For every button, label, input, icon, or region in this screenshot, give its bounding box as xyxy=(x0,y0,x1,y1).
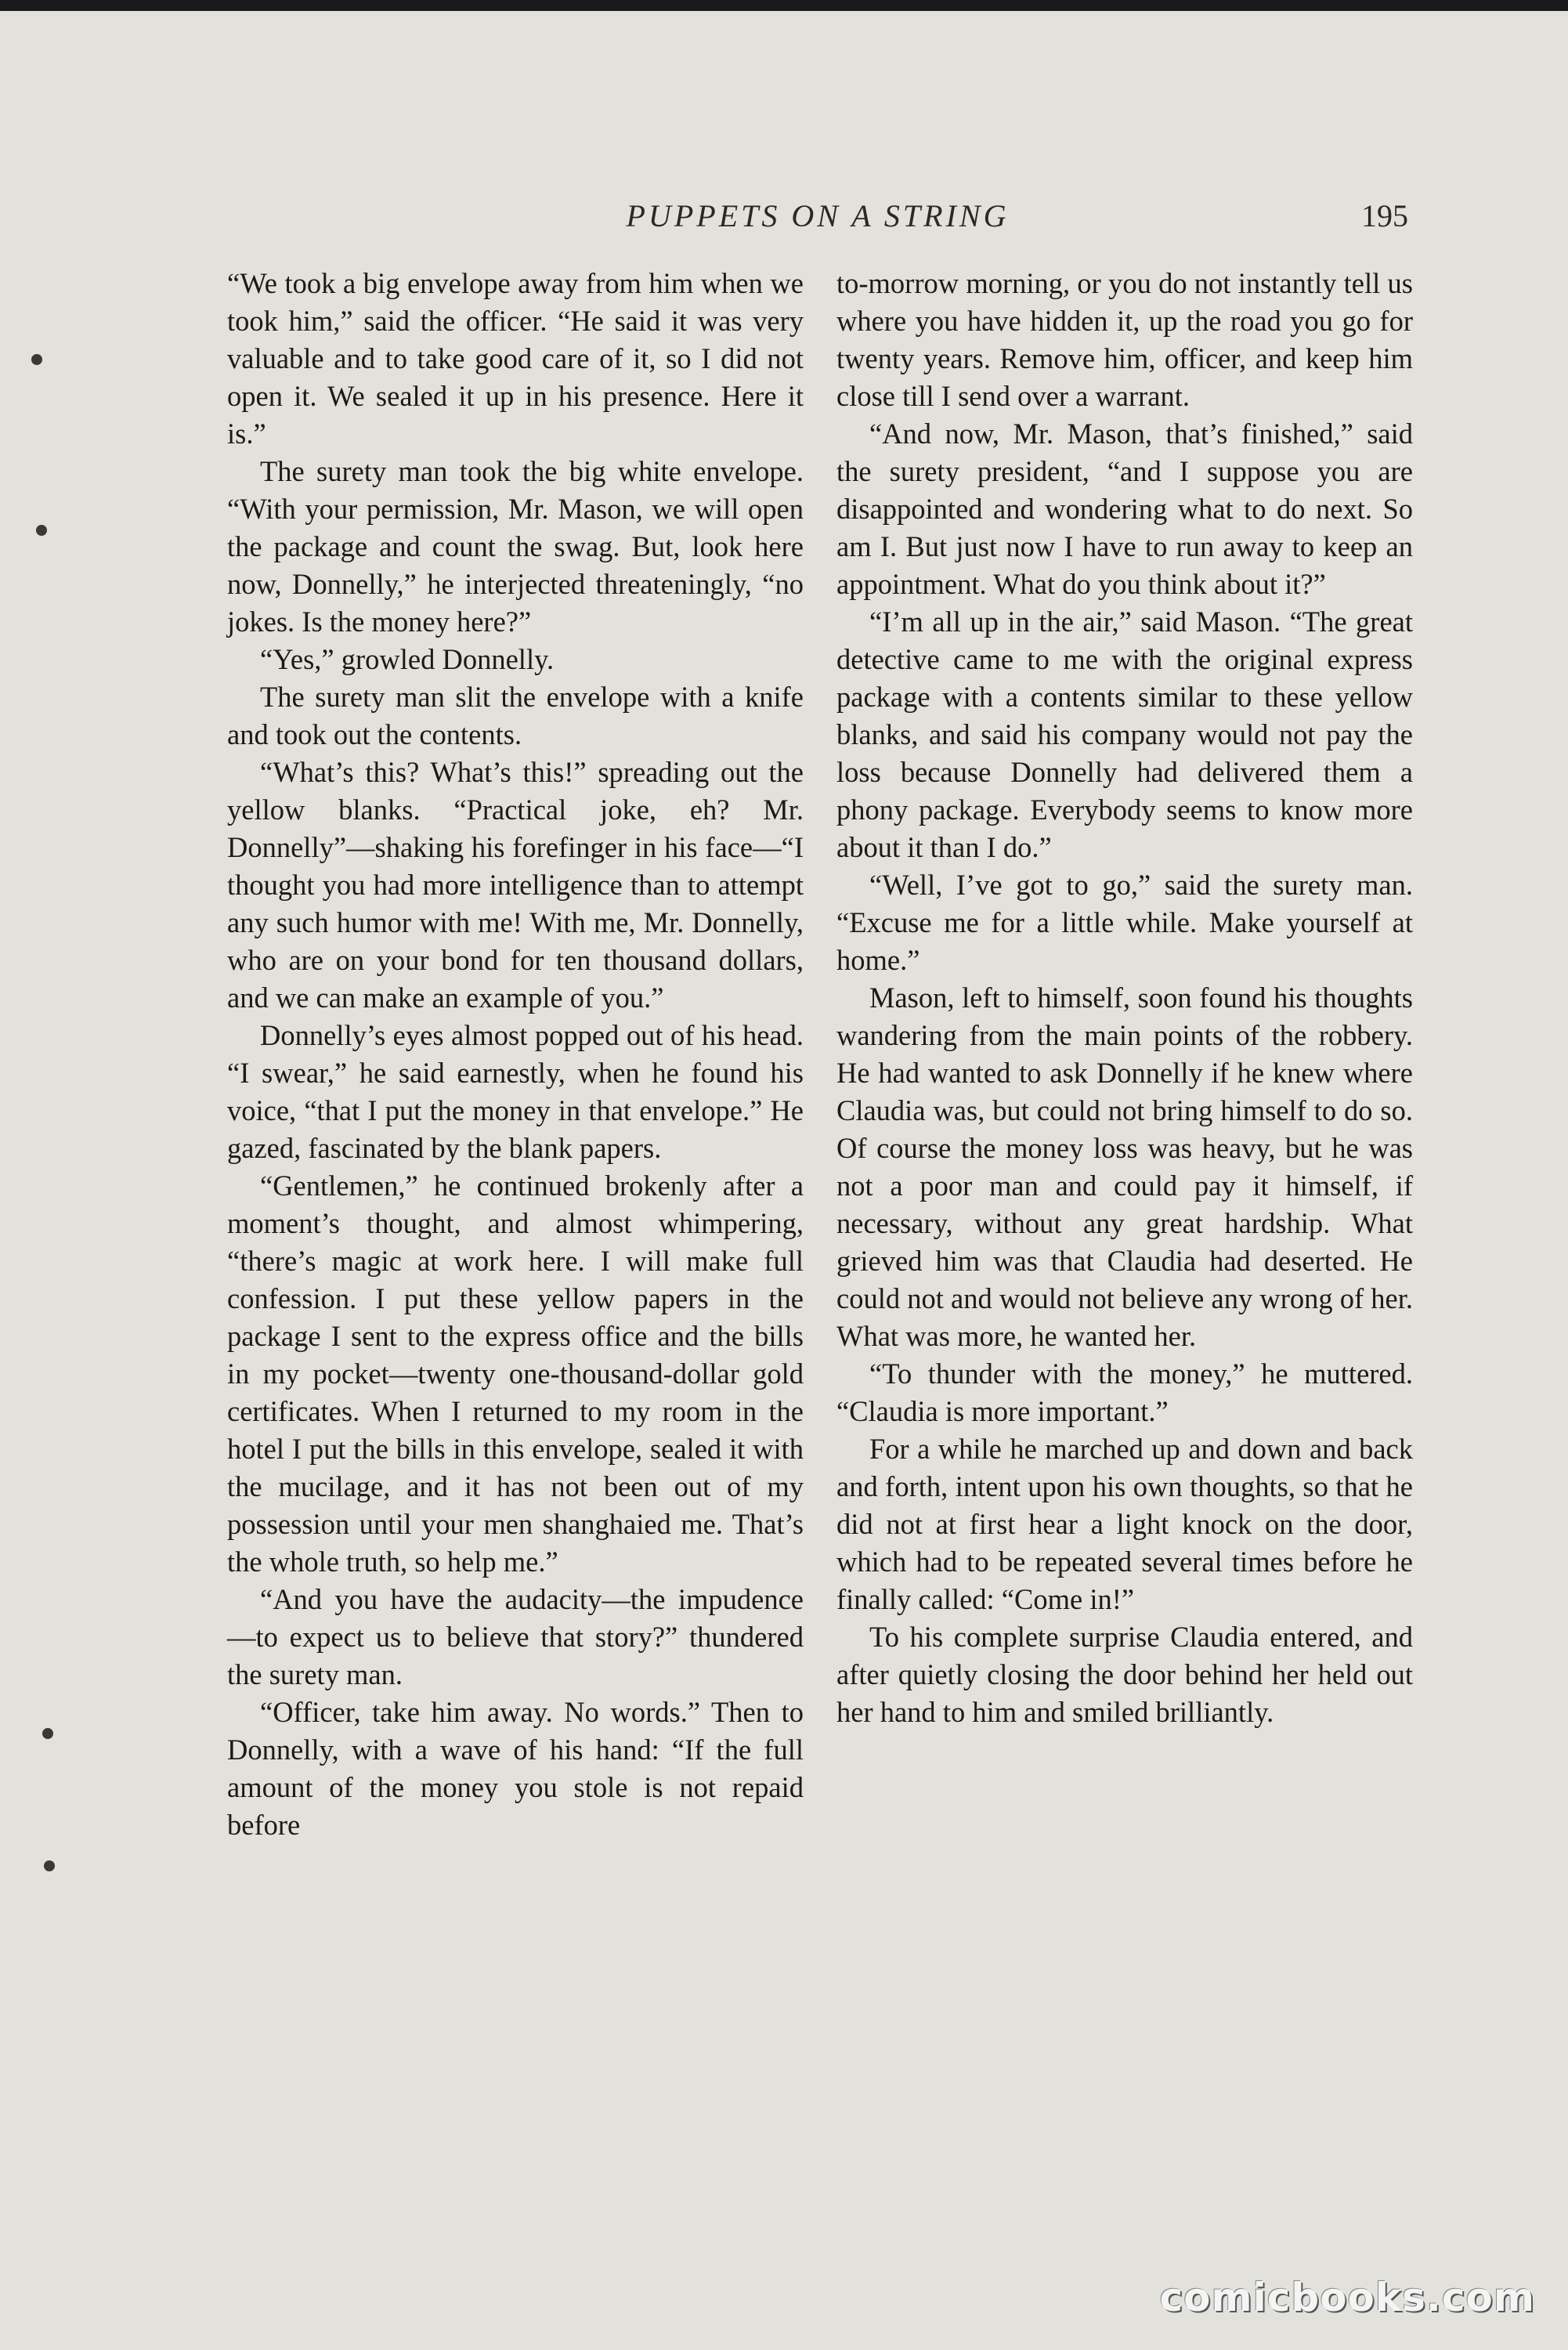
binding-hole xyxy=(31,354,42,365)
page-top-edge xyxy=(0,0,1568,11)
right-text-column xyxy=(836,265,1413,1731)
paragraph: “I’m all up in the air,” said Mason. “The great detective came to me with the original express package with a contents similar to these yellow blanks, and said his company would not pay the loss because Donnelly had delivered them a phony package. Everybody seems to know more about it than I do.” xyxy=(836,606,1413,863)
paragraph: “Well, I’ve got to go,” said the surety man. “Excuse me for a little while. Make yourself at home.” xyxy=(836,869,1413,976)
paragraph: “And now, Mr. Mason, that’s finished,” said the surety president, “and I suppose you are disappointed and wondering what to do next. So am I. But just now I have to run away to keep an appointment. What do you think about it?” xyxy=(836,418,1413,600)
paragraph: “We took a big envelope away from him when we took him,” said the officer. “He said it was very valuable and to take good care of it, so I did not open it. We sealed it up in his presence. Here it is.” xyxy=(227,267,804,450)
paragraph: “Gentlemen,” he continued brokenly after a moment’s thought, and almost whimpering, “there’s magic at work here. I will make full confession. I put these yellow papers in the package I sent to the express office and the bills in my pocket—twenty one-thousand-dollar gold certificates. When I returned to my room in the hotel I put the bills in this envelope, sealed it with the mucilage, and it has not been out of my possession until your men shanghaied me. That’s the whole truth, so help me.” xyxy=(227,1170,804,1578)
page-header xyxy=(227,197,1408,244)
paragraph: The surety man took the big white envelope. “With your permission, Mr. Mason, we will open the package and count the swag. But, look here now, Donnelly,” he interjected threateningly, “no jokes. Is the money here?” xyxy=(227,455,804,638)
paragraph: “Officer, take him away. No words.” Then to Donnelly, with a wave of his hand: “If the full amount of the money you stole is not repaid before xyxy=(227,1696,804,1841)
left-text-column xyxy=(227,265,804,1844)
paragraph: For a while he marched up and down and back and forth, intent upon his own thoughts, so that he did not at first hear a light knock on the door, which had to be repeated several times before he finally called: “Come in!” xyxy=(836,1433,1413,1615)
paragraph: “What’s this? What’s this!” spreading out the yellow blanks. “Practical joke, eh? Mr. Donnelly”—shaking his forefinger in his face—“I thought you had more intelligence than to attempt any such humor with me! With me, Mr. Donnelly, who are on your bond for ten thousand dollars, and we can make an example of you.” xyxy=(227,756,804,1014)
binding-hole xyxy=(36,525,47,536)
paragraph: The surety man slit the envelope with a knife and took out the contents. xyxy=(227,681,804,750)
binding-hole xyxy=(42,1728,53,1739)
paragraph: to-morrow morning, or you do not instantly tell us where you have hidden it, up the road you go for twenty years. Remove him, officer, and keep him close till I send over a warrant. xyxy=(836,267,1413,412)
paragraph: Donnelly’s eyes almost popped out of his head. “I swear,” he said earnestly, when he found his voice, “that I put the money in that envelope.” He gazed, fascinated by the blank papers. xyxy=(227,1019,804,1164)
running-head: PUPPETS ON A STRING xyxy=(626,198,1010,233)
paragraph: “And you have the audacity—the impudence—to expect us to believe that story?” thundered the surety man. xyxy=(227,1583,804,1690)
paragraph: Mason, left to himself, soon found his thoughts wandering from the main points of the robbery. He had wanted to ask Donnelly if he knew where Claudia was, but could not bring himself to do so. Of course the money loss was heavy, but he was not a poor man and could pay it himself, if necessary, without any great hardship. What grieved him was that Claudia had deserted. He could not and would not believe any wrong of her. What was more, he wanted her. xyxy=(836,982,1413,1352)
paragraph: “Yes,” growled Donnelly. xyxy=(260,643,555,675)
paragraph: “To thunder with the money,” he muttered. “Claudia is more important.” xyxy=(836,1358,1413,1427)
binding-hole xyxy=(44,1860,55,1871)
paragraph: To his complete surprise Claudia entered, and after quietly closing the door behind her held out her hand to him and smiled brilliantly. xyxy=(836,1621,1413,1728)
page-number: 195 xyxy=(1361,198,1408,233)
watermark-logo: comicbooks.com xyxy=(1159,2275,1535,2320)
